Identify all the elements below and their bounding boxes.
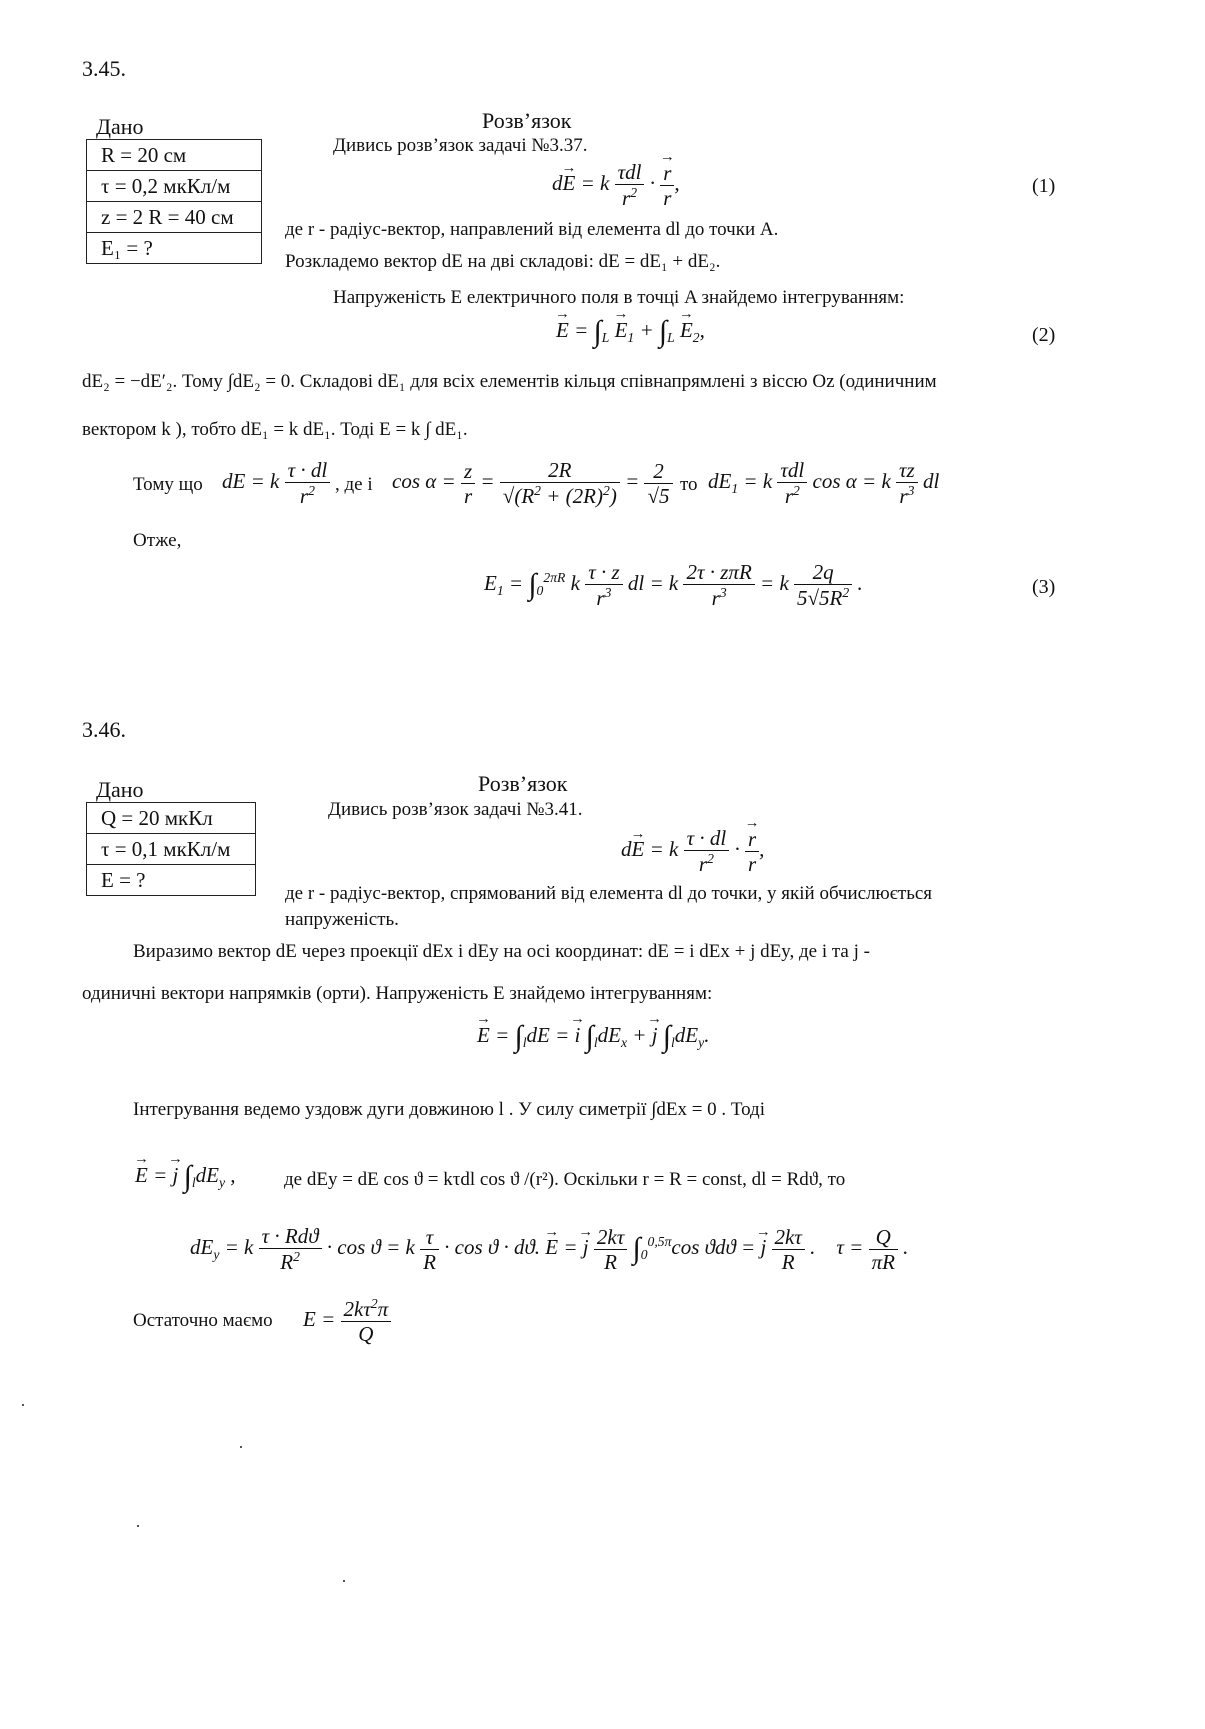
components-text: dE₂ = −dE′₂. Тому ∫dE₂ = 0. Складові dE₁ для всіх елементів кільця співнапрямлені з віссю Oz (одиничним [82,371,937,392]
intensity-text: Напруженість E електричного поля в точці A знайдемо інтегруванням: [333,287,905,308]
given-tau-2: τ = 0,1 мкКл/м [87,834,256,865]
given-z: z = 2 R = 40 см [87,202,262,233]
finally-text: Остаточно маємо [133,1310,273,1331]
equation-number-3: (3) [1032,576,1056,598]
unknown-e1: E₁ = ? [87,233,262,264]
problem-number-2: 3.46. [82,717,126,742]
unit-vectors-text: одиничні вектори напрямків (орти). Напруженість E знайдемо інтегруванням: [82,983,713,1004]
equation-final: E = $\frac{2k\tau^2\pi}{Q}$ [303,1296,391,1346]
given-label-2: Дано [96,777,144,802]
problem-number: 3.45. [82,56,126,81]
given-q: Q = 20 мкКл [87,803,256,834]
see-solution: Дивись розв’язок задачі №3.37. [333,135,588,156]
equation-3: $E_1 = \int_0^{2\pi R}$ k $\frac{\tau \cdot z}{r^3}$ dl = k $\frac{\text{2τ · zπR}}{r^3}$ = k $\frac{2q}{5√5R^2}$ . [484,560,863,611]
where-r-text: де r - радіус-вектор, направлений від елемента dl до точки A. [285,219,779,240]
equation-number-2: (2) [1032,324,1056,346]
scan-speck [343,1580,345,1582]
equation-1: d→ E = k $\frac{\text{τdl}}{r^2}$ · → $\frac{r}{r}$ , [552,160,680,210]
where-and-text: , де і [335,474,373,495]
where-r-text-2: де r - радіус-вектор, спрямований від елемента dl до точки, у якій обчислюється [285,883,933,904]
scan-speck [240,1446,242,1448]
scan-speck [22,1404,24,1406]
given-r: R = 20 см [87,140,262,171]
equation-number-1: (1) [1032,175,1056,197]
where-r-text-2b: напруженість. [285,909,399,930]
given-table [86,139,262,264]
see-solution-2: Дивись розв’язок задачі №3.41. [328,799,583,820]
scan-speck [137,1525,139,1527]
solution-title-2: Розв’язок [478,771,568,796]
vector-text: вектором k ), тобто dE₁ = k dE₁. Тоді E = k ∫ dE₁. [82,419,468,440]
then-text: то [680,474,698,495]
express-text: Виразимо вектор dE через проекції dEx і dEy на осі координат: dE = i dEx + j dEy, де i та j - [133,941,870,962]
unknown-e: E = ? [87,865,256,896]
hence-text: Отже, [133,530,182,551]
equation-e-j: → E = → j $\int_ldE_y$ , [135,1160,236,1194]
where-dey-text: де dEy = dE cos ϑ = kτdl cos ϑ /(r²). Оскільки r = R = const, dl = Rdϑ, то [284,1169,846,1190]
equation-cos: cos α = $\frac{z}{r}$ = $\frac{2R}{√(R^2 + (2R)^2)}$ = $\frac{2}{√5}$ [392,458,673,508]
given-label: Дано [96,114,144,139]
equation-de: dE = k $\frac{\tau \cdot dl}{r^2}$ [222,458,330,508]
equation-de-vector: d→ E = k $\frac{\tau \cdot dl}{r^2}$ · → $\frac{r}{r}$ , [621,826,764,876]
equation-2: → $E = \int_L \to E_1 + \int_L \to E_2$, [556,315,705,349]
equation-de1: $dE_1 = k$ $\frac{\text{τdl}}{r^2}$ cos α = k $\frac{\tau z}{r^3}$ dl [708,458,940,509]
decompose-text: Розкладемо вектор dE на дві складові: dE = dE₁ + dE₂. [285,251,721,272]
given-table-2 [86,802,256,896]
equation-e-integral: → $E = \int_ldE$ = → i $\int_ldE_x$ + → j $\int_ldE_y$. [477,1020,709,1054]
equation-dey: $dE_y = k$ $\frac{\text{τ · Rdϑ}}{R^2}$ · cos ϑ = k $\frac{\tau}{R}$ · cos ϑ · dϑ. → E = → j $\frac{2k\tau}{R}$ $\int_0^{0,5\pi}\cos$ ϑdϑ = → j $\frac{2k\tau}{R}$ . τ = $\frac{Q}{\pi R}$ . [190,1224,908,1274]
integration-text: Інтегрування ведемо уздовж дуги довжиною l . У силу симетрії ∫dEx = 0 . Тоді [133,1099,765,1120]
given-tau: τ = 0,2 мкКл/м [87,171,262,202]
because-text: Тому що [133,474,203,495]
solution-title: Розв’язок [482,108,572,133]
